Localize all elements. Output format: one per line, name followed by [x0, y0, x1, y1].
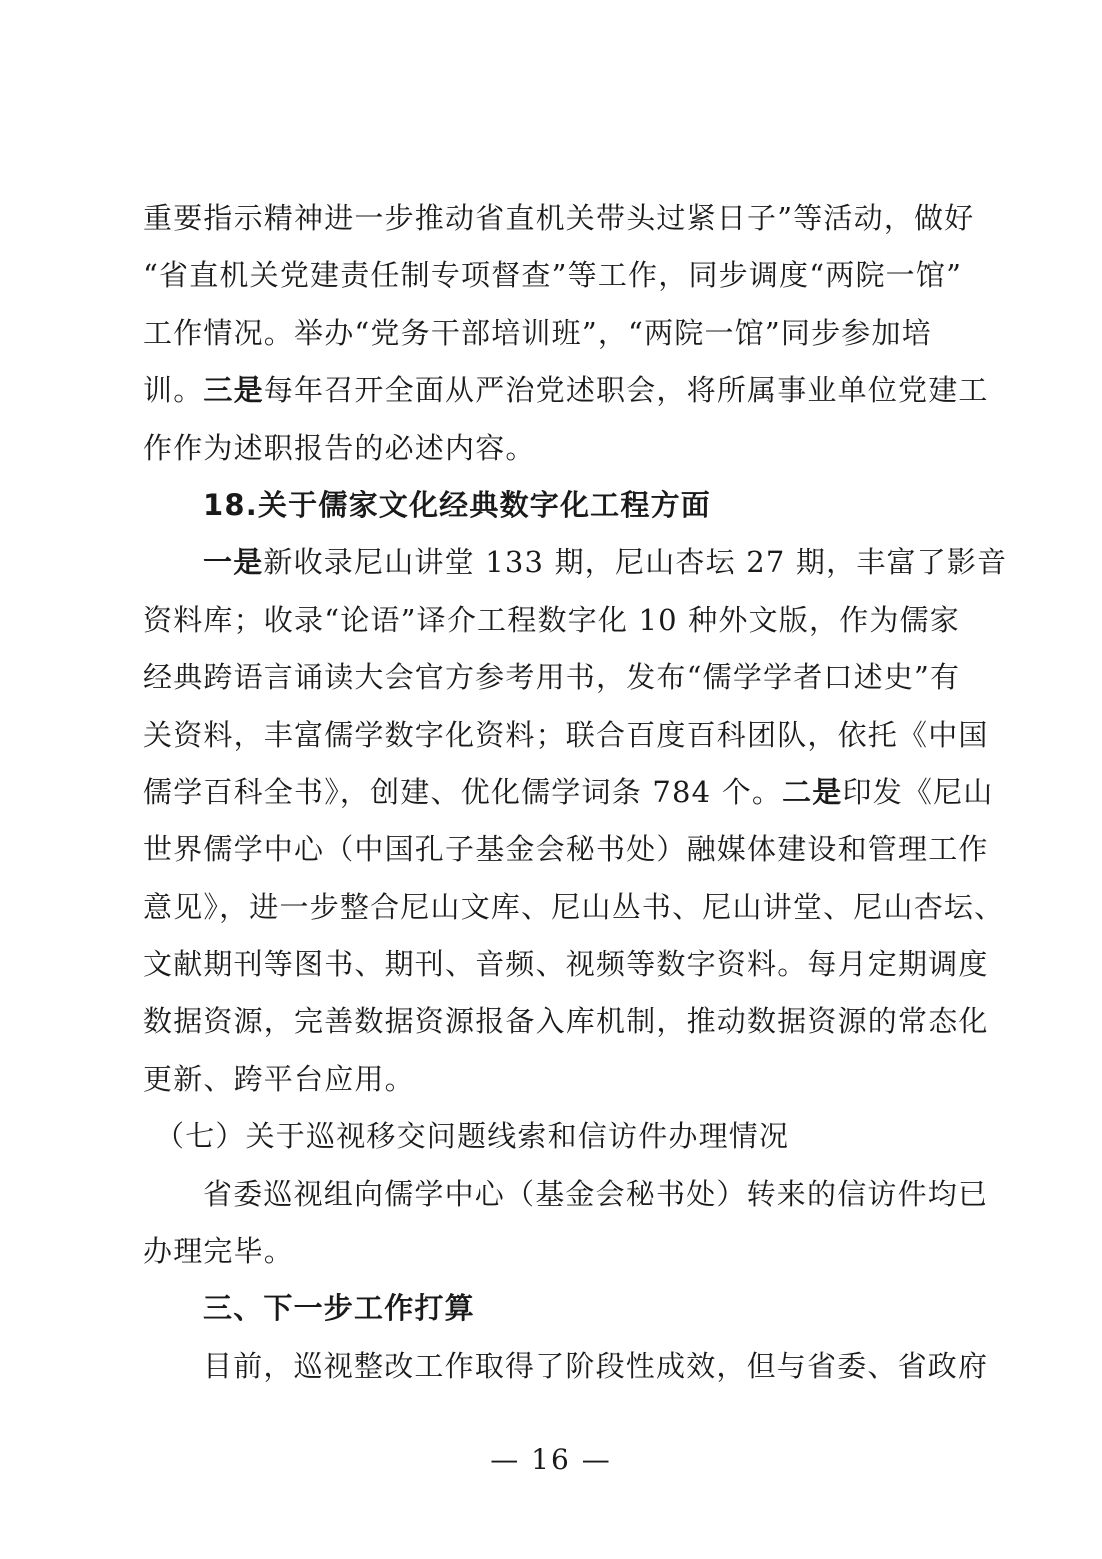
body-line: 工作情况。举办“党务干部培训班”，“两院一馆”同步参加培 — [143, 315, 932, 350]
text-run: 印发《尼山 — [842, 774, 994, 809]
body-line — [143, 534, 1008, 591]
document-body — [143, 190, 1008, 1395]
body-line: 经典跨语言诵读大会官方参考用书，发布“儒学学者口述史”有 — [143, 660, 961, 695]
body-line: 世界儒学中心（中国孔子基金会秘书处）融媒体建设和管理工作 — [143, 832, 989, 867]
emphasis-label: 一是 — [203, 545, 264, 580]
text-run: 儒学百科全书》，创建、优化儒学词条 784 个。 — [143, 774, 783, 809]
body-line — [143, 764, 994, 821]
body-line: 数据资源，完善数据资源报备入库机制，推动数据资源的常态化 — [143, 1004, 989, 1039]
body-line: 关资料，丰富儒学数字化资料；联合百度百科团队，依托《中国 — [143, 717, 989, 752]
text-run: 训。 — [143, 373, 204, 408]
emphasis-label: 三是 — [203, 373, 264, 408]
body-line: 办理完毕。 — [143, 1234, 295, 1269]
section-heading-7: （七）关于巡视移交问题线索和信访件办理情况 — [155, 1119, 790, 1154]
body-line: 重要指示精神进一步推动省直机关带头过紧日子”等活动，做好 — [143, 201, 975, 235]
body-line: 更新、跨平台应用。 — [143, 1061, 415, 1096]
body-line: 目前，巡视整改工作取得了阶段性成效，但与省委、省政府 — [203, 1348, 989, 1383]
text-run: 每年召开全面从严治党述职会，将所属事业单位党建工 — [263, 373, 989, 408]
body-line: “省直机关党建责任制专项督查”等工作，同步调度“两院一馆” — [143, 258, 963, 293]
section-heading-3: 三、下一步工作打算 — [203, 1291, 475, 1326]
body-line — [143, 362, 989, 419]
body-line: 资料库；收录“论语”译介工程数字化 10 种外文版，作为儒家 — [143, 602, 960, 637]
body-line: 文献期刊等图书、期刊、音频、视频等数字资料。每月定期调度 — [143, 947, 989, 982]
page-number: — 16 — — [490, 1443, 612, 1476]
emphasis-label: 二是 — [782, 774, 843, 809]
section-heading-18: 18.关于儒家文化经典数字化工程方面 — [203, 487, 711, 522]
body-line: 省委巡视组向儒学中心（基金会秘书处）转来的信访件均已 — [203, 1176, 989, 1211]
body-line: 作作为述职报告的必述内容。 — [143, 430, 536, 465]
body-line: 意见》，进一步整合尼山文库、尼山丛书、尼山讲堂、尼山杏坛、 — [143, 889, 1005, 924]
text-run: 新收录尼山讲堂 133 期，尼山杏坛 27 期，丰富了影音 — [263, 545, 1008, 580]
